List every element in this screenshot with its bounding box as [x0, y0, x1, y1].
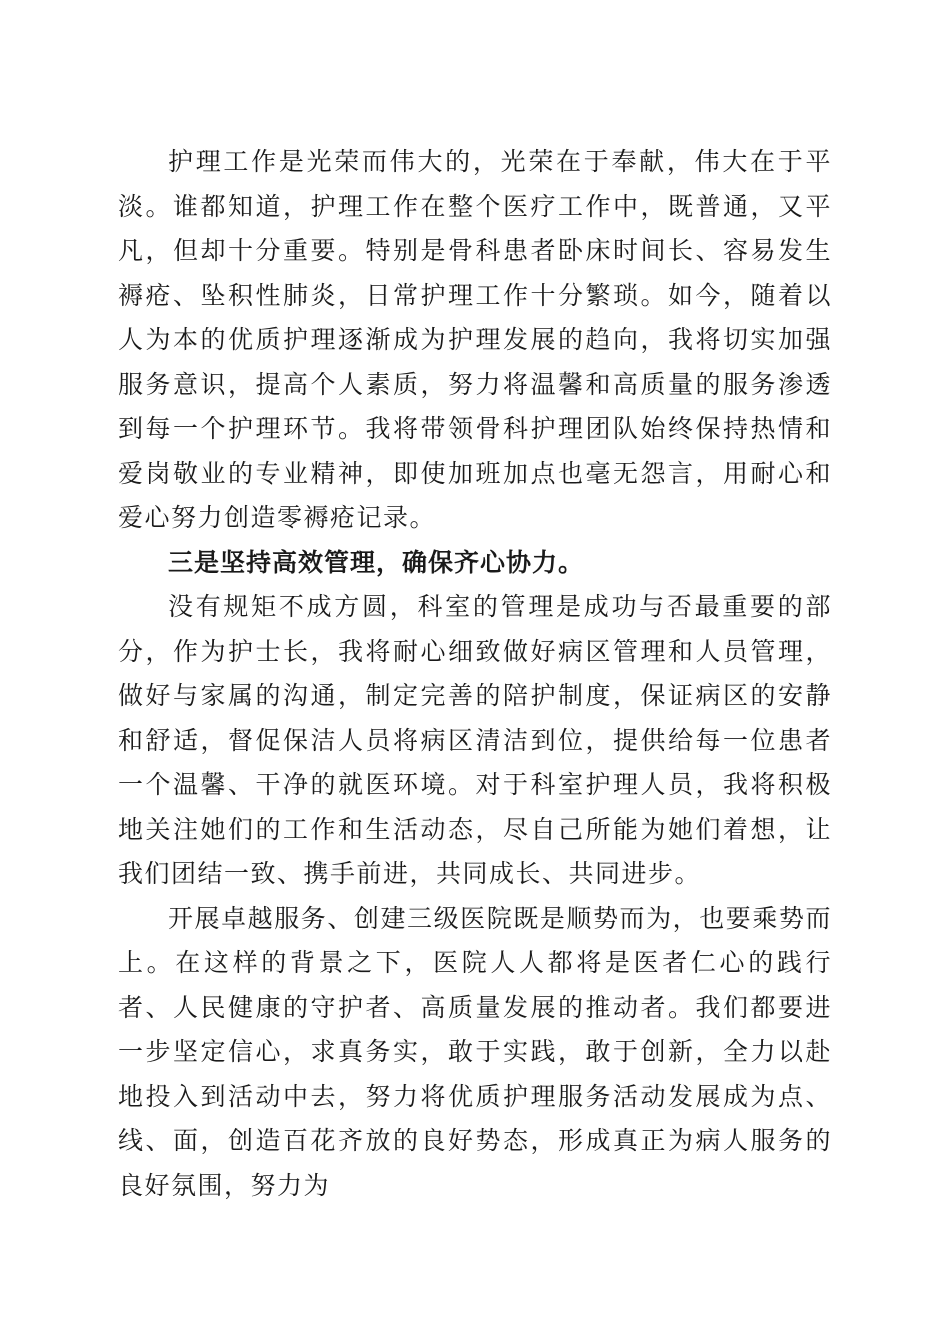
paragraph-excellent-service: 开展卓越服务、创建三级医院既是顺势而为，也要乘势而上。在这样的背景之下，医院人人都将是医者仁心的践行者、人民健康的守护者、高质量发展的推动者。我们都要进一步坚定信心，求真务实，敢于实践，敢于创新，全力以赴地投入到活动中去，努力将优质护理服务活动发展成为点、线、面，创造百花齐放的良好势态，形成真正为病人服务的良好氛围，努力为	[118, 903, 832, 1200]
paragraph-ward-management: 没有规矩不成方圆，科室的管理是成功与否最重要的部分，作为护士长，我将耐心细致做好病区管理和人员管理，做好与家属的沟通，制定完善的陪护制度，保证病区的安静和舒适，督促保洁人员将病区清洁到位，提供给每一位患者一个温馨、干净的就医环境。对于科室护理人员，我将积极地关注她们的工作和生活动态，尽自己所能为她们着想，让我们团结一致、携手前进，共同成长、共同进步。	[118, 592, 832, 888]
paragraph-nursing-work: 护理工作是光荣而伟大的，光荣在于奉献，伟大在于平淡。谁都知道，护理工作在整个医疗工作中，既普通，又平凡，但却十分重要。特别是骨科患者卧床时间长、容易发生褥疮、坠积性肺炎，日常护理工作十分繁琐。如今，随着以人为本的优质护理逐渐成为护理发展的趋向，我将切实加强服务意识，提高个人素质，努力将温馨和高质量的服务渗透到每一个护理环节。我将带领骨科护理团队始终保持热情和爱岗敬业的专业精神，即使加班加点也毫无怨言，用耐心和爱心努力创造零褥疮记录。	[118, 147, 832, 532]
section-heading-management: 三是坚持高效管理，确保齐心协力。	[168, 547, 585, 577]
document-body	[118, 140, 832, 1208]
